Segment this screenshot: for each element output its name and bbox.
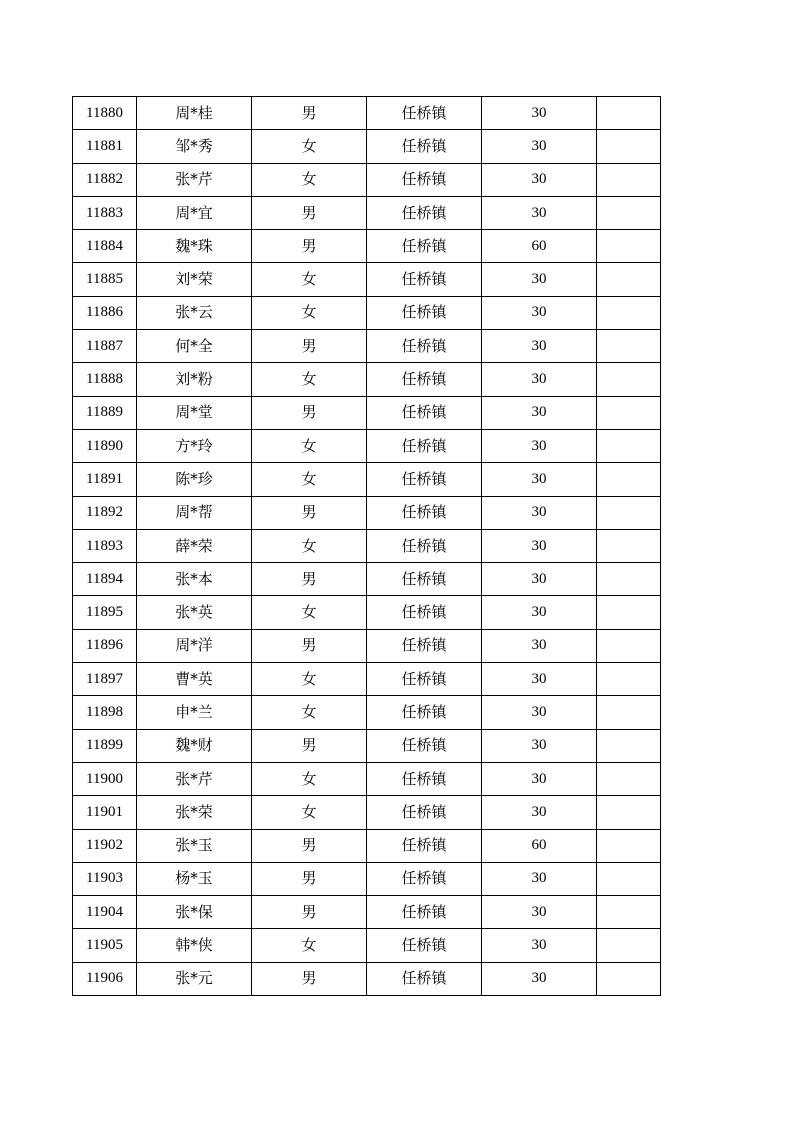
cell-town: 任桥镇 [367, 496, 482, 529]
cell-name: 张*荣 [137, 796, 252, 829]
table-row [73, 163, 661, 196]
cell-town: 任桥镇 [367, 929, 482, 962]
cell-name: 周*宜 [137, 196, 252, 229]
cell-gender: 男 [252, 230, 367, 263]
cell-town: 任桥镇 [367, 762, 482, 795]
cell-amount: 30 [482, 629, 597, 662]
cell-amount: 30 [482, 263, 597, 296]
cell-note [597, 796, 661, 829]
cell-town: 任桥镇 [367, 962, 482, 995]
table-row [73, 363, 661, 396]
cell-name: 张*云 [137, 296, 252, 329]
cell-name: 周*桂 [137, 97, 252, 130]
cell-gender: 男 [252, 396, 367, 429]
cell-name: 周*洋 [137, 629, 252, 662]
cell-amount: 60 [482, 829, 597, 862]
cell-serial-number: 11886 [73, 296, 137, 329]
cell-amount: 30 [482, 363, 597, 396]
cell-note [597, 330, 661, 363]
cell-amount: 30 [482, 330, 597, 363]
cell-note [597, 696, 661, 729]
cell-gender: 女 [252, 663, 367, 696]
cell-note [597, 263, 661, 296]
table-row [73, 196, 661, 229]
cell-town: 任桥镇 [367, 529, 482, 562]
cell-name: 张*本 [137, 563, 252, 596]
cell-name: 韩*侠 [137, 929, 252, 962]
table-row [73, 796, 661, 829]
cell-note [597, 762, 661, 795]
cell-name: 张*英 [137, 596, 252, 629]
table-row [73, 629, 661, 662]
cell-amount: 30 [482, 663, 597, 696]
table-row [73, 896, 661, 929]
cell-note [597, 962, 661, 995]
cell-note [597, 363, 661, 396]
cell-amount: 30 [482, 729, 597, 762]
cell-note [597, 729, 661, 762]
cell-amount: 30 [482, 130, 597, 163]
cell-serial-number: 11884 [73, 230, 137, 263]
cell-note [597, 629, 661, 662]
cell-town: 任桥镇 [367, 596, 482, 629]
table-row [73, 396, 661, 429]
cell-serial-number: 11893 [73, 529, 137, 562]
table-row [73, 529, 661, 562]
cell-town: 任桥镇 [367, 463, 482, 496]
cell-serial-number: 11903 [73, 862, 137, 895]
cell-serial-number: 11888 [73, 363, 137, 396]
cell-town: 任桥镇 [367, 663, 482, 696]
table-row [73, 563, 661, 596]
cell-name: 申*兰 [137, 696, 252, 729]
cell-amount: 30 [482, 163, 597, 196]
cell-town: 任桥镇 [367, 862, 482, 895]
table-row [73, 696, 661, 729]
cell-town: 任桥镇 [367, 563, 482, 596]
cell-serial-number: 11880 [73, 97, 137, 130]
cell-town: 任桥镇 [367, 296, 482, 329]
cell-name: 魏*珠 [137, 230, 252, 263]
cell-amount: 30 [482, 296, 597, 329]
cell-serial-number: 11895 [73, 596, 137, 629]
cell-amount: 30 [482, 896, 597, 929]
cell-gender: 男 [252, 629, 367, 662]
cell-gender: 女 [252, 929, 367, 962]
cell-gender: 女 [252, 296, 367, 329]
cell-name: 刘*粉 [137, 363, 252, 396]
cell-gender: 女 [252, 263, 367, 296]
cell-gender: 男 [252, 496, 367, 529]
roster-table-body [73, 97, 661, 996]
cell-town: 任桥镇 [367, 330, 482, 363]
cell-town: 任桥镇 [367, 230, 482, 263]
table-row [73, 596, 661, 629]
cell-name: 魏*财 [137, 729, 252, 762]
cell-amount: 30 [482, 496, 597, 529]
cell-gender: 男 [252, 896, 367, 929]
cell-serial-number: 11896 [73, 629, 137, 662]
cell-town: 任桥镇 [367, 196, 482, 229]
cell-amount: 30 [482, 762, 597, 795]
cell-serial-number: 11891 [73, 463, 137, 496]
cell-town: 任桥镇 [367, 429, 482, 462]
cell-gender: 女 [252, 696, 367, 729]
roster-table [72, 96, 661, 996]
cell-amount: 30 [482, 962, 597, 995]
cell-serial-number: 11898 [73, 696, 137, 729]
cell-serial-number: 11904 [73, 896, 137, 929]
cell-town: 任桥镇 [367, 97, 482, 130]
cell-town: 任桥镇 [367, 363, 482, 396]
cell-amount: 30 [482, 563, 597, 596]
table-row [73, 130, 661, 163]
cell-name: 杨*玉 [137, 862, 252, 895]
table-row [73, 330, 661, 363]
table-row [73, 762, 661, 795]
cell-serial-number: 11883 [73, 196, 137, 229]
cell-town: 任桥镇 [367, 696, 482, 729]
cell-name: 张*玉 [137, 829, 252, 862]
cell-note [597, 529, 661, 562]
cell-amount: 30 [482, 463, 597, 496]
table-row [73, 862, 661, 895]
table-row [73, 97, 661, 130]
cell-name: 陈*珍 [137, 463, 252, 496]
cell-note [597, 663, 661, 696]
cell-gender: 女 [252, 130, 367, 163]
cell-note [597, 429, 661, 462]
cell-gender: 女 [252, 429, 367, 462]
cell-town: 任桥镇 [367, 163, 482, 196]
cell-amount: 30 [482, 596, 597, 629]
cell-town: 任桥镇 [367, 729, 482, 762]
cell-amount: 30 [482, 396, 597, 429]
cell-serial-number: 11894 [73, 563, 137, 596]
table-row [73, 663, 661, 696]
cell-note [597, 929, 661, 962]
cell-note [597, 463, 661, 496]
cell-note [597, 896, 661, 929]
cell-name: 邹*秀 [137, 130, 252, 163]
cell-name: 张*芹 [137, 762, 252, 795]
cell-serial-number: 11905 [73, 929, 137, 962]
cell-serial-number: 11892 [73, 496, 137, 529]
table-row [73, 263, 661, 296]
cell-serial-number: 11899 [73, 729, 137, 762]
cell-note [597, 163, 661, 196]
cell-gender: 男 [252, 962, 367, 995]
cell-serial-number: 11901 [73, 796, 137, 829]
cell-note [597, 862, 661, 895]
cell-amount: 30 [482, 796, 597, 829]
cell-gender: 女 [252, 796, 367, 829]
table-row [73, 729, 661, 762]
cell-amount: 30 [482, 929, 597, 962]
cell-name: 刘*荣 [137, 263, 252, 296]
table-row [73, 929, 661, 962]
cell-note [597, 496, 661, 529]
cell-gender: 男 [252, 829, 367, 862]
cell-amount: 30 [482, 196, 597, 229]
cell-gender: 男 [252, 729, 367, 762]
cell-note [597, 130, 661, 163]
cell-note [597, 396, 661, 429]
table-row [73, 296, 661, 329]
cell-gender: 女 [252, 363, 367, 396]
cell-amount: 30 [482, 529, 597, 562]
cell-town: 任桥镇 [367, 829, 482, 862]
table-row [73, 962, 661, 995]
table-row [73, 429, 661, 462]
cell-name: 何*全 [137, 330, 252, 363]
cell-note [597, 97, 661, 130]
cell-serial-number: 11885 [73, 263, 137, 296]
cell-gender: 男 [252, 196, 367, 229]
cell-town: 任桥镇 [367, 796, 482, 829]
cell-serial-number: 11902 [73, 829, 137, 862]
table-row [73, 496, 661, 529]
cell-town: 任桥镇 [367, 130, 482, 163]
cell-gender: 女 [252, 762, 367, 795]
cell-serial-number: 11882 [73, 163, 137, 196]
table-row [73, 463, 661, 496]
cell-amount: 30 [482, 862, 597, 895]
cell-gender: 男 [252, 97, 367, 130]
cell-serial-number: 11906 [73, 962, 137, 995]
cell-name: 方*玲 [137, 429, 252, 462]
cell-note [597, 596, 661, 629]
cell-note [597, 296, 661, 329]
cell-gender: 男 [252, 862, 367, 895]
cell-gender: 男 [252, 563, 367, 596]
cell-town: 任桥镇 [367, 396, 482, 429]
cell-gender: 男 [252, 330, 367, 363]
cell-name: 周*帮 [137, 496, 252, 529]
table-row [73, 829, 661, 862]
cell-town: 任桥镇 [367, 896, 482, 929]
cell-name: 张*元 [137, 962, 252, 995]
cell-town: 任桥镇 [367, 629, 482, 662]
cell-amount: 30 [482, 97, 597, 130]
cell-name: 曹*英 [137, 663, 252, 696]
cell-amount: 60 [482, 230, 597, 263]
cell-note [597, 230, 661, 263]
cell-serial-number: 11881 [73, 130, 137, 163]
cell-name: 张*保 [137, 896, 252, 929]
cell-gender: 女 [252, 596, 367, 629]
cell-serial-number: 11887 [73, 330, 137, 363]
cell-note [597, 563, 661, 596]
cell-amount: 30 [482, 696, 597, 729]
cell-serial-number: 11889 [73, 396, 137, 429]
cell-serial-number: 11900 [73, 762, 137, 795]
cell-note [597, 829, 661, 862]
cell-town: 任桥镇 [367, 263, 482, 296]
cell-serial-number: 11897 [73, 663, 137, 696]
cell-name: 张*芹 [137, 163, 252, 196]
cell-serial-number: 11890 [73, 429, 137, 462]
table-row [73, 230, 661, 263]
cell-gender: 女 [252, 163, 367, 196]
cell-gender: 女 [252, 529, 367, 562]
cell-gender: 女 [252, 463, 367, 496]
cell-note [597, 196, 661, 229]
cell-amount: 30 [482, 429, 597, 462]
cell-name: 薛*荣 [137, 529, 252, 562]
cell-name: 周*堂 [137, 396, 252, 429]
